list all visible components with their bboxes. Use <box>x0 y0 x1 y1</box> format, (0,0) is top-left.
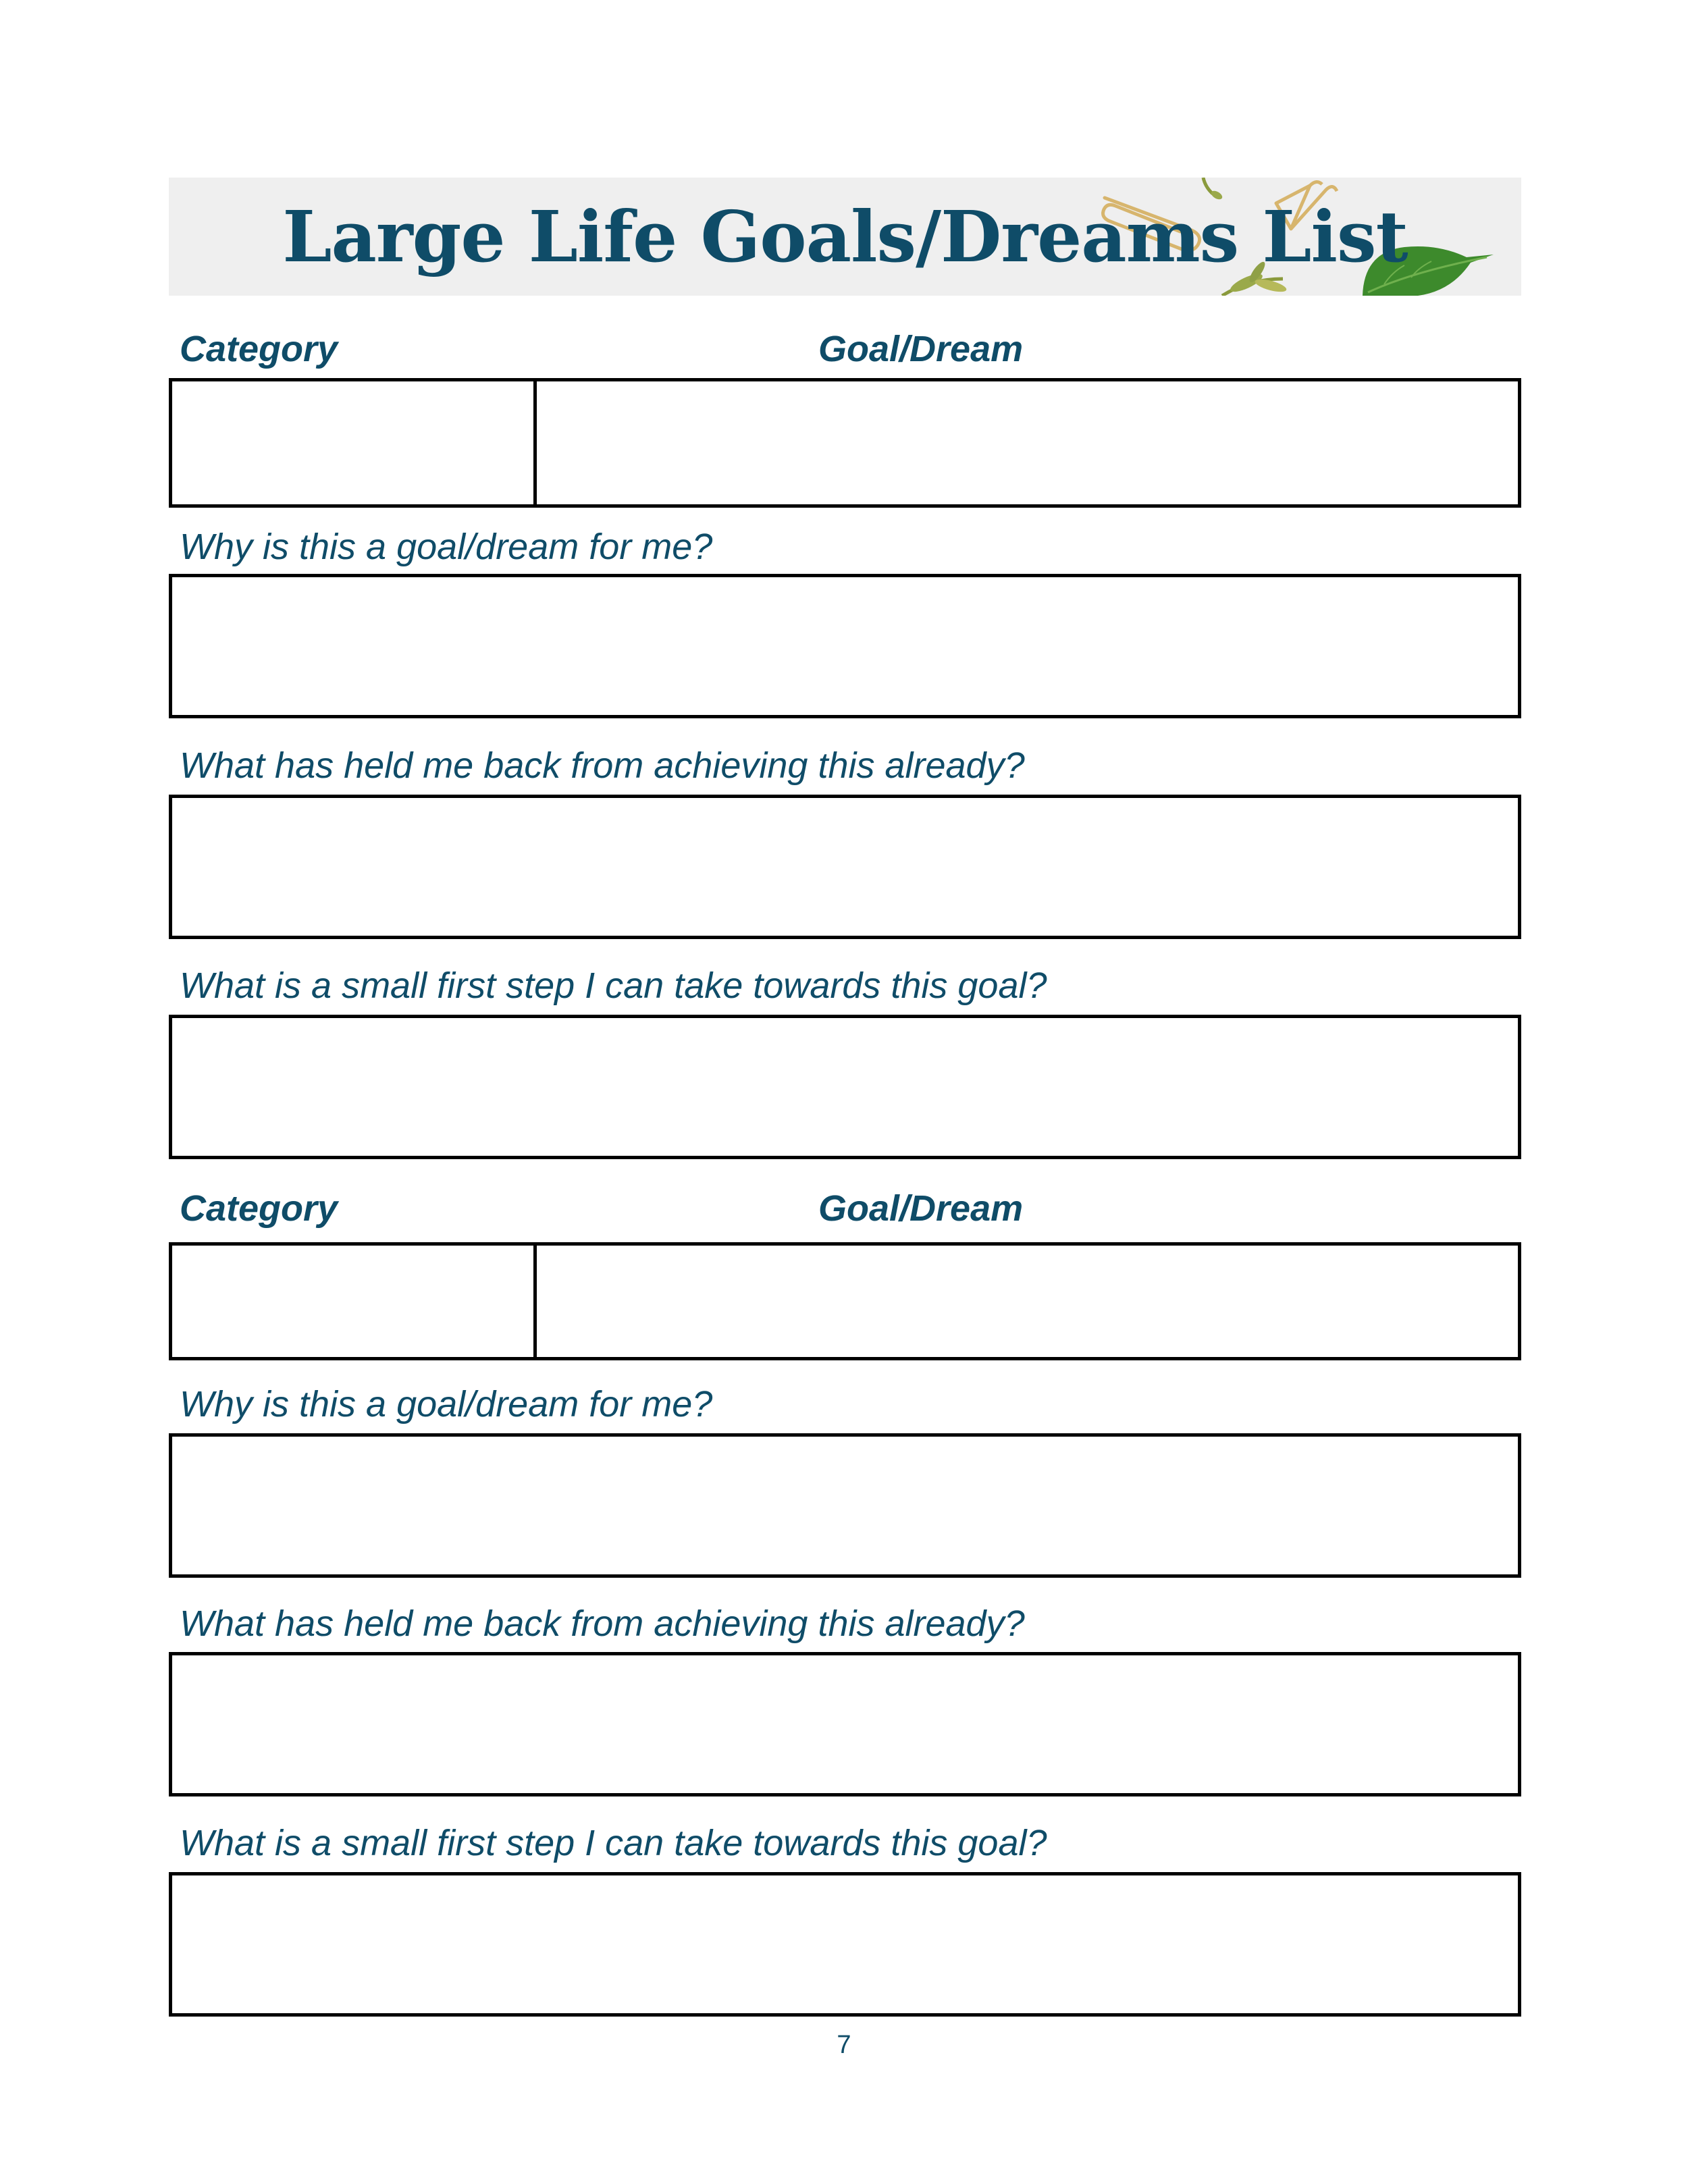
held-back-question-label: What has held me back from achieving this already? <box>180 1603 1025 1644</box>
why-question-label: Why is this a goal/dream for me? <box>180 527 713 567</box>
page-title: Large Life Goals/Dreams List <box>282 195 1408 278</box>
page-number: 7 <box>837 2031 851 2059</box>
goal-dream-label: Goal/Dream <box>818 1188 1024 1229</box>
held-back-answer-field[interactable] <box>169 795 1521 939</box>
first-step-answer-field[interactable] <box>169 1872 1521 2017</box>
why-question-label: Why is this a goal/dream for me? <box>180 1384 713 1424</box>
held-back-question-label: What has held me back from achieving this already? <box>180 745 1025 786</box>
first-step-answer-field[interactable] <box>169 1015 1521 1159</box>
goal-dream-label: Goal/Dream <box>818 329 1024 369</box>
category-label: Category <box>180 1188 338 1229</box>
category-label: Category <box>180 329 338 369</box>
goal-dream-field[interactable] <box>537 1246 1518 1357</box>
category-field[interactable] <box>172 381 537 504</box>
why-answer-field[interactable] <box>169 574 1521 718</box>
goal-dream-field[interactable] <box>537 381 1518 504</box>
why-answer-field[interactable] <box>169 1433 1521 1578</box>
header-banner <box>169 178 1521 296</box>
category-goal-table <box>169 378 1521 508</box>
category-field[interactable] <box>172 1246 537 1357</box>
held-back-answer-field[interactable] <box>169 1652 1521 1796</box>
first-step-question-label: What is a small first step I can take towards this goal? <box>180 1823 1047 1863</box>
first-step-question-label: What is a small first step I can take towards this goal? <box>180 965 1047 1006</box>
category-goal-table <box>169 1242 1521 1360</box>
